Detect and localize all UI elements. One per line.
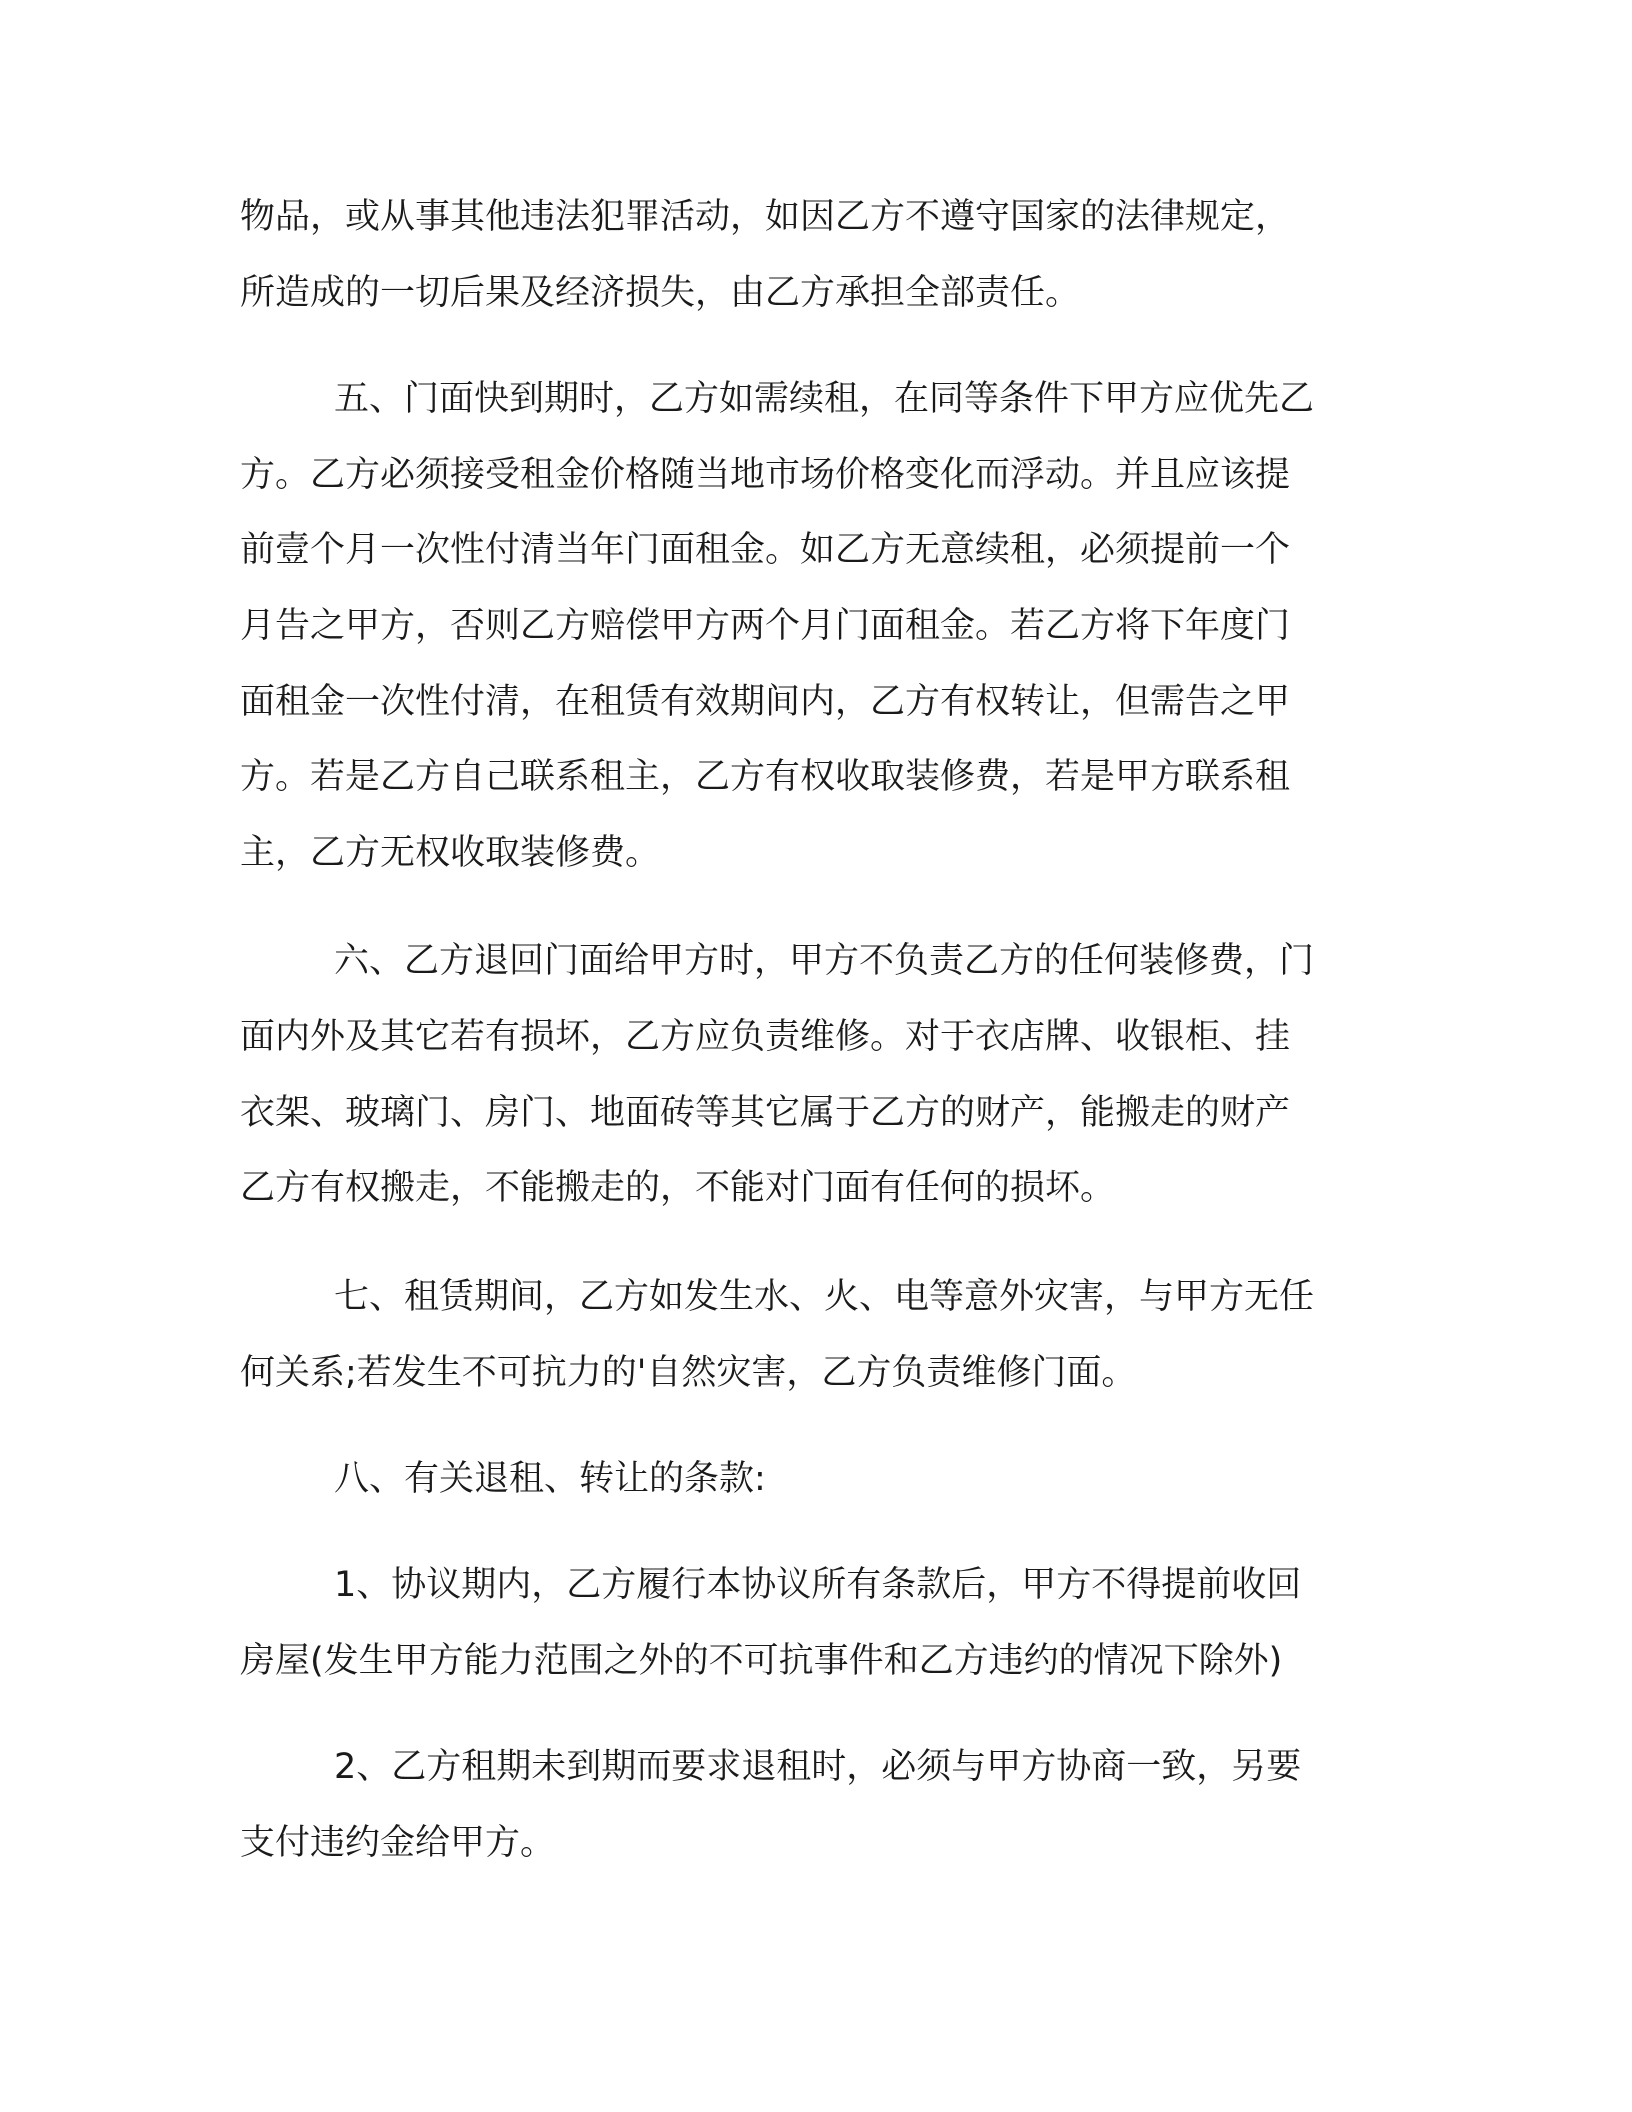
- paragraph-line: 月告之甲方，否则乙方赔偿甲方两个月门面租金。若乙方将下年度门: [240, 606, 1291, 646]
- paragraph-line: 房屋(发生甲方能力范围之外的不可抗事件和乙方违约的情况下除外): [240, 1641, 1283, 1681]
- paragraph-line: 方。若是乙方自己联系租主，乙方有权收取装修费，若是甲方联系租: [240, 757, 1291, 797]
- paragraph-line: 方。乙方必须接受租金价格随当地市场价格变化而浮动。并且应该提: [240, 455, 1291, 495]
- paragraph-line: 面租金一次性付清，在租赁有效期间内，乙方有权转让，但需告之甲: [240, 682, 1291, 722]
- paragraph-line: 前壹个月一次性付清当年门面租金。如乙方无意续租，必须提前一个: [240, 530, 1291, 570]
- paragraph-line: 主，乙方无权收取装修费。: [240, 833, 661, 873]
- clause-heading-line: 七、租赁期间，乙方如发生水、火、电等意外灾害，与甲方无任: [334, 1277, 1315, 1317]
- sub-clause-line: 2、乙方租期未到期而要求退租时，必须与甲方协商一致，另要: [334, 1747, 1302, 1787]
- clause-heading-line: 五、门面快到期时，乙方如需续租，在同等条件下甲方应优先乙: [334, 379, 1315, 419]
- paragraph-line: 所造成的一切后果及经济损失，由乙方承担全部责任。: [240, 273, 1081, 313]
- paragraph-line: 支付违约金给甲方。: [240, 1823, 556, 1863]
- paragraph-line: 乙方有权搬走，不能搬走的，不能对门面有任何的损坏。: [240, 1168, 1116, 1208]
- paragraph-line: 衣架、玻璃门、房门、地面砖等其它属于乙方的财产，能搬走的财产: [240, 1093, 1291, 1133]
- clause-heading-line: 六、乙方退回门面给甲方时，甲方不负责乙方的任何装修费，门: [334, 941, 1315, 981]
- paragraph-line: 何关系;若发生不可抗力的'自然灾害，乙方负责维修门面。: [240, 1353, 1137, 1393]
- clause-heading-line: 八、有关退租、转让的条款:: [334, 1459, 766, 1499]
- paragraph-line: 面内外及其它若有损坏，乙方应负责维修。对于衣店牌、收银柜、挂: [240, 1017, 1291, 1057]
- sub-clause-line: 1、协议期内，乙方履行本协议所有条款后，甲方不得提前收回: [334, 1565, 1302, 1605]
- paragraph-line: 物品，或从事其他违法犯罪活动，如因乙方不遵守国家的法律规定，: [240, 197, 1291, 237]
